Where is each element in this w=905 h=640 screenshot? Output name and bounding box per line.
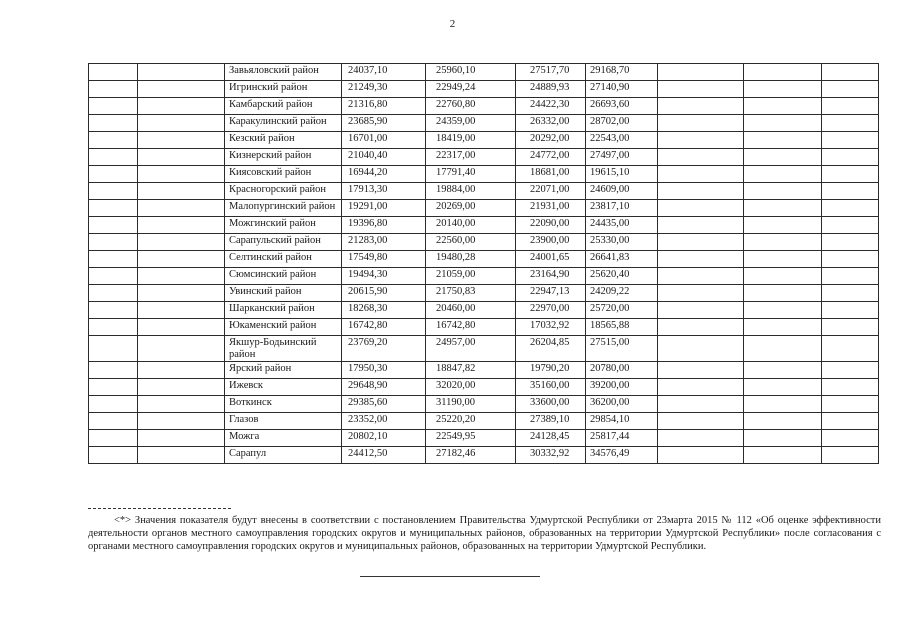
value-cell: 33600,00	[516, 396, 586, 413]
value-cell: 27140,90	[586, 81, 658, 98]
value-cell: 25620,40	[586, 268, 658, 285]
empty-cell	[658, 217, 744, 234]
footnote-divider	[88, 508, 231, 509]
empty-cell	[822, 251, 879, 268]
empty-cell	[658, 234, 744, 251]
empty-cell	[658, 302, 744, 319]
value-cell: 29854,10	[586, 413, 658, 430]
municipality-name: Сарапульский район	[225, 234, 342, 251]
value-cell: 19480,28	[426, 251, 516, 268]
empty-cell	[658, 132, 744, 149]
empty-cell	[138, 64, 225, 81]
empty-cell	[744, 268, 822, 285]
value-cell: 24422,30	[516, 98, 586, 115]
value-cell: 20460,00	[426, 302, 516, 319]
value-cell: 22949,24	[426, 81, 516, 98]
empty-cell	[822, 166, 879, 183]
value-cell: 22947,13	[516, 285, 586, 302]
value-cell: 19396,80	[342, 217, 426, 234]
empty-cell	[138, 251, 225, 268]
table-row	[89, 200, 879, 217]
table-row	[89, 285, 879, 302]
value-cell: 22970,00	[516, 302, 586, 319]
value-cell: 24037,10	[342, 64, 426, 81]
empty-cell	[138, 81, 225, 98]
value-cell: 22760,80	[426, 98, 516, 115]
empty-cell	[89, 413, 138, 430]
table-row	[89, 362, 879, 379]
value-cell: 24209,22	[586, 285, 658, 302]
value-cell: 19884,00	[426, 183, 516, 200]
empty-cell	[658, 268, 744, 285]
value-cell: 27517,70	[516, 64, 586, 81]
municipality-name: Воткинск	[225, 396, 342, 413]
value-cell: 24957,00	[426, 336, 516, 362]
empty-cell	[744, 234, 822, 251]
empty-cell	[138, 115, 225, 132]
indicator-table	[88, 63, 879, 464]
value-cell: 25220,20	[426, 413, 516, 430]
value-cell: 16742,80	[342, 319, 426, 336]
value-cell: 26332,00	[516, 115, 586, 132]
value-cell: 17791,40	[426, 166, 516, 183]
municipality-name: Юкаменский район	[225, 319, 342, 336]
empty-cell	[822, 447, 879, 464]
empty-cell	[658, 200, 744, 217]
empty-cell	[744, 200, 822, 217]
empty-cell	[822, 81, 879, 98]
empty-cell	[744, 447, 822, 464]
value-cell: 26204,85	[516, 336, 586, 362]
value-cell: 24001,65	[516, 251, 586, 268]
empty-cell	[89, 149, 138, 166]
value-cell: 35160,00	[516, 379, 586, 396]
municipality-name: Завьяловский район	[225, 64, 342, 81]
table-row	[89, 166, 879, 183]
empty-cell	[138, 183, 225, 200]
empty-cell	[658, 166, 744, 183]
value-cell: 19291,00	[342, 200, 426, 217]
page-number: 2	[449, 18, 456, 30]
empty-cell	[658, 413, 744, 430]
empty-cell	[138, 447, 225, 464]
value-cell: 25720,00	[586, 302, 658, 319]
empty-cell	[138, 319, 225, 336]
empty-cell	[822, 200, 879, 217]
empty-cell	[822, 413, 879, 430]
empty-cell	[822, 64, 879, 81]
value-cell: 23164,90	[516, 268, 586, 285]
table-body	[89, 64, 879, 464]
municipality-name: Кизнерский район	[225, 149, 342, 166]
value-cell: 29168,70	[586, 64, 658, 81]
empty-cell	[138, 200, 225, 217]
table-row	[89, 302, 879, 319]
value-cell: 23352,00	[342, 413, 426, 430]
empty-cell	[744, 183, 822, 200]
empty-cell	[138, 149, 225, 166]
value-cell: 21040,40	[342, 149, 426, 166]
municipality-name: Кезский район	[225, 132, 342, 149]
value-cell: 34576,49	[586, 447, 658, 464]
empty-cell	[822, 430, 879, 447]
value-cell: 30332,92	[516, 447, 586, 464]
value-cell: 21249,30	[342, 81, 426, 98]
value-cell: 25330,00	[586, 234, 658, 251]
value-cell: 27182,46	[426, 447, 516, 464]
empty-cell	[744, 166, 822, 183]
municipality-name: Камбарский район	[225, 98, 342, 115]
value-cell: 24128,45	[516, 430, 586, 447]
empty-cell	[744, 64, 822, 81]
value-cell: 18268,30	[342, 302, 426, 319]
empty-cell	[822, 336, 879, 362]
value-cell: 20269,00	[426, 200, 516, 217]
empty-cell	[658, 362, 744, 379]
table-row	[89, 319, 879, 336]
empty-cell	[89, 302, 138, 319]
empty-cell	[658, 81, 744, 98]
empty-cell	[658, 396, 744, 413]
municipality-name: Ярский район	[225, 362, 342, 379]
empty-cell	[744, 413, 822, 430]
value-cell: 24412,50	[342, 447, 426, 464]
empty-cell	[89, 447, 138, 464]
empty-cell	[89, 115, 138, 132]
value-cell: 18565,88	[586, 319, 658, 336]
empty-cell	[138, 362, 225, 379]
table-row	[89, 413, 879, 430]
empty-cell	[89, 234, 138, 251]
empty-cell	[822, 234, 879, 251]
empty-cell	[822, 115, 879, 132]
empty-cell	[744, 336, 822, 362]
empty-cell	[744, 132, 822, 149]
empty-cell	[138, 285, 225, 302]
table-row	[89, 379, 879, 396]
empty-cell	[138, 166, 225, 183]
table-row	[89, 268, 879, 285]
value-cell: 23817,10	[586, 200, 658, 217]
table-row	[89, 217, 879, 234]
table-row	[89, 430, 879, 447]
value-cell: 25960,10	[426, 64, 516, 81]
municipality-name: Ижевск	[225, 379, 342, 396]
empty-cell	[658, 251, 744, 268]
empty-cell	[138, 234, 225, 251]
table-row	[89, 251, 879, 268]
value-cell: 19615,10	[586, 166, 658, 183]
value-cell: 22560,00	[426, 234, 516, 251]
municipality-name: Киясовский район	[225, 166, 342, 183]
value-cell: 16742,80	[426, 319, 516, 336]
empty-cell	[138, 336, 225, 362]
value-cell: 21283,00	[342, 234, 426, 251]
empty-cell	[658, 115, 744, 132]
table-row	[89, 132, 879, 149]
municipality-name: Якшур-Бодьинский район	[225, 336, 342, 362]
table-row	[89, 81, 879, 98]
value-cell: 22549,95	[426, 430, 516, 447]
empty-cell	[89, 396, 138, 413]
empty-cell	[138, 396, 225, 413]
value-cell: 18419,00	[426, 132, 516, 149]
table-row	[89, 115, 879, 132]
empty-cell	[744, 285, 822, 302]
municipality-name: Можгинский район	[225, 217, 342, 234]
empty-cell	[89, 98, 138, 115]
table-row	[89, 234, 879, 251]
value-cell: 18681,00	[516, 166, 586, 183]
empty-cell	[744, 115, 822, 132]
table-row	[89, 396, 879, 413]
empty-cell	[822, 132, 879, 149]
empty-cell	[744, 251, 822, 268]
empty-cell	[89, 64, 138, 81]
empty-cell	[138, 132, 225, 149]
municipality-name: Увинский район	[225, 285, 342, 302]
value-cell: 24609,00	[586, 183, 658, 200]
value-cell: 22071,00	[516, 183, 586, 200]
empty-cell	[89, 379, 138, 396]
empty-cell	[658, 64, 744, 81]
table-row	[89, 183, 879, 200]
empty-cell	[138, 430, 225, 447]
empty-cell	[822, 149, 879, 166]
value-cell: 26641,83	[586, 251, 658, 268]
empty-cell	[658, 319, 744, 336]
value-cell: 24435,00	[586, 217, 658, 234]
empty-cell	[822, 217, 879, 234]
empty-cell	[89, 183, 138, 200]
value-cell: 27497,00	[586, 149, 658, 166]
value-cell: 19494,30	[342, 268, 426, 285]
municipality-name: Каракулинский район	[225, 115, 342, 132]
value-cell: 21316,80	[342, 98, 426, 115]
empty-cell	[822, 319, 879, 336]
empty-cell	[744, 149, 822, 166]
value-cell: 20292,00	[516, 132, 586, 149]
value-cell: 22090,00	[516, 217, 586, 234]
empty-cell	[744, 98, 822, 115]
value-cell: 17913,30	[342, 183, 426, 200]
empty-cell	[138, 268, 225, 285]
empty-cell	[89, 430, 138, 447]
value-cell: 23900,00	[516, 234, 586, 251]
empty-cell	[744, 379, 822, 396]
table-row	[89, 447, 879, 464]
empty-cell	[822, 379, 879, 396]
value-cell: 23685,90	[342, 115, 426, 132]
municipality-name: Шарканский район	[225, 302, 342, 319]
value-cell: 19790,20	[516, 362, 586, 379]
empty-cell	[138, 379, 225, 396]
value-cell: 21059,00	[426, 268, 516, 285]
empty-cell	[822, 285, 879, 302]
value-cell: 29385,60	[342, 396, 426, 413]
empty-cell	[658, 447, 744, 464]
value-cell: 17549,80	[342, 251, 426, 268]
municipality-name: Селтинский район	[225, 251, 342, 268]
empty-cell	[658, 285, 744, 302]
empty-cell	[822, 396, 879, 413]
value-cell: 36200,00	[586, 396, 658, 413]
empty-cell	[658, 98, 744, 115]
value-cell: 22317,00	[426, 149, 516, 166]
empty-cell	[138, 98, 225, 115]
empty-cell	[89, 251, 138, 268]
value-cell: 20615,90	[342, 285, 426, 302]
value-cell: 26693,60	[586, 98, 658, 115]
value-cell: 17950,30	[342, 362, 426, 379]
empty-cell	[658, 336, 744, 362]
value-cell: 16944,20	[342, 166, 426, 183]
empty-cell	[658, 379, 744, 396]
empty-cell	[744, 319, 822, 336]
municipality-name: Можга	[225, 430, 342, 447]
table-row	[89, 64, 879, 81]
empty-cell	[89, 268, 138, 285]
empty-cell	[822, 98, 879, 115]
empty-cell	[89, 217, 138, 234]
footnote: <*> Значения показателя будут внесены в соответствии с постановлением Правительства Удмуртской Республики от 23марта 2015 № 112 «Об оценке эффективности деятельности органов местного самоуправления городских округов и муниципальных районов, образованных на территории Удмуртской Республики» после согласования с органами местного самоуправления городских округов и муниципальных районов, образованных на территории Удмуртской Республики.	[88, 515, 881, 552]
empty-cell	[744, 81, 822, 98]
table-row	[89, 149, 879, 166]
empty-cell	[89, 285, 138, 302]
empty-cell	[89, 319, 138, 336]
value-cell: 28702,00	[586, 115, 658, 132]
value-cell: 27515,00	[586, 336, 658, 362]
empty-cell	[138, 302, 225, 319]
empty-cell	[744, 362, 822, 379]
municipality-name: Глазов	[225, 413, 342, 430]
empty-cell	[744, 396, 822, 413]
value-cell: 24772,00	[516, 149, 586, 166]
value-cell: 20802,10	[342, 430, 426, 447]
empty-cell	[138, 413, 225, 430]
value-cell: 24359,00	[426, 115, 516, 132]
empty-cell	[89, 200, 138, 217]
value-cell: 21750,83	[426, 285, 516, 302]
empty-cell	[744, 302, 822, 319]
empty-cell	[658, 430, 744, 447]
value-cell: 32020,00	[426, 379, 516, 396]
value-cell: 29648,90	[342, 379, 426, 396]
value-cell: 24889,93	[516, 81, 586, 98]
value-cell: 21931,00	[516, 200, 586, 217]
empty-cell	[822, 183, 879, 200]
value-cell: 39200,00	[586, 379, 658, 396]
empty-cell	[822, 302, 879, 319]
empty-cell	[89, 132, 138, 149]
empty-cell	[89, 362, 138, 379]
empty-cell	[822, 268, 879, 285]
empty-cell	[89, 81, 138, 98]
municipality-name: Красногорский район	[225, 183, 342, 200]
empty-cell	[89, 166, 138, 183]
empty-cell	[744, 217, 822, 234]
value-cell: 18847,82	[426, 362, 516, 379]
value-cell: 23769,20	[342, 336, 426, 362]
municipality-name: Игринский район	[225, 81, 342, 98]
value-cell: 17032,92	[516, 319, 586, 336]
value-cell: 22543,00	[586, 132, 658, 149]
empty-cell	[744, 430, 822, 447]
table-row	[89, 336, 879, 362]
empty-cell	[89, 336, 138, 362]
value-cell: 27389,10	[516, 413, 586, 430]
municipality-name: Сарапул	[225, 447, 342, 464]
value-cell: 16701,00	[342, 132, 426, 149]
value-cell: 25817,44	[586, 430, 658, 447]
value-cell: 20780,00	[586, 362, 658, 379]
value-cell: 31190,00	[426, 396, 516, 413]
municipality-name: Малопургинский район	[225, 200, 342, 217]
value-cell: 20140,00	[426, 217, 516, 234]
empty-cell	[822, 362, 879, 379]
empty-cell	[138, 217, 225, 234]
table-row	[89, 98, 879, 115]
empty-cell	[658, 183, 744, 200]
empty-cell	[658, 149, 744, 166]
end-divider	[360, 576, 540, 577]
municipality-name: Сюмсинский район	[225, 268, 342, 285]
